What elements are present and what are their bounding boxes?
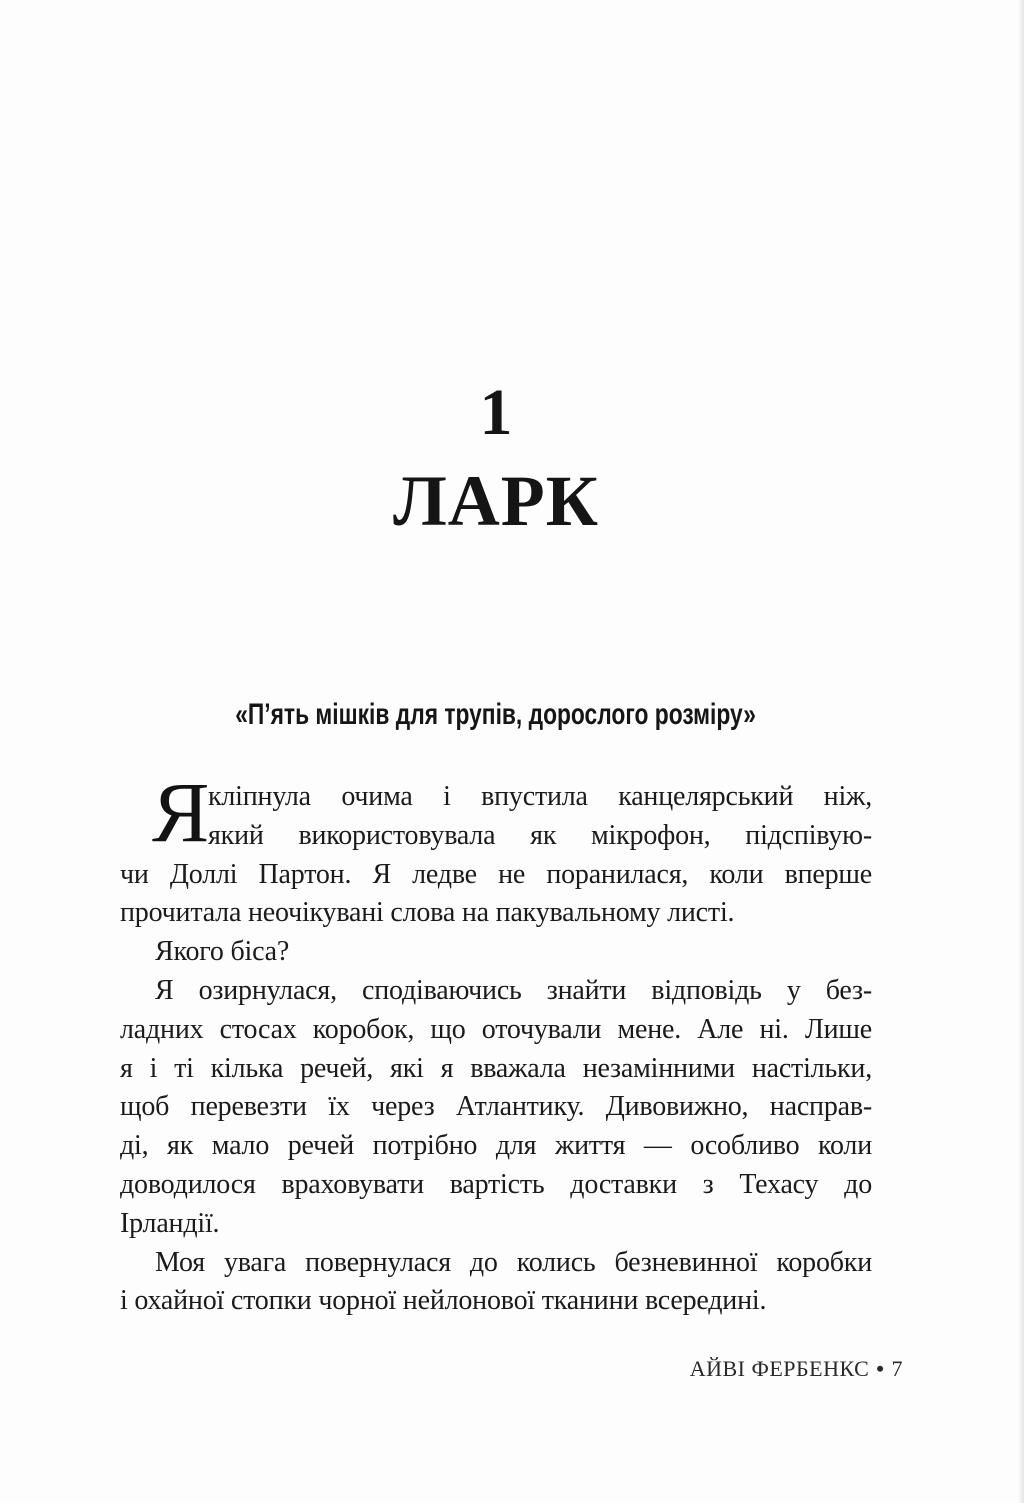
chapter-number: 1 <box>479 376 513 449</box>
page-edge-shadow <box>1018 0 1024 1503</box>
page-number: 7 <box>891 1356 903 1381</box>
running-title: АЙВІ ФЕРБЕНКС <box>689 1356 870 1381</box>
body-line: Якого біса? <box>155 936 290 968</box>
body-line: щоб перевезти їх через Атлантику. Дивовижно, насправ- <box>120 1091 872 1123</box>
chapter-title: ЛАРК <box>393 461 599 541</box>
page-footer <box>690 1356 903 1382</box>
body-line: ладних стосах коробок, що оточували мене. Але ні. Лише <box>120 1013 872 1045</box>
body-text <box>120 764 872 1321</box>
chapter-epigraph <box>120 698 872 731</box>
body-line: прочитала неочікувані слова на пакувальному листі. <box>120 897 735 929</box>
body-line: який використовувала як мікрофон, підспівую- <box>208 819 872 851</box>
body-line: Моя увага повернулася до колись безневинної коробки <box>155 1246 872 1278</box>
chapter-epigraph-text: «П’ять мішків для трупів, дорослого розміру» <box>235 698 757 731</box>
footer-bullet: • <box>876 1356 885 1381</box>
body-line: ді, як мало речей потрібно для життя — особливо коли <box>120 1130 872 1162</box>
drop-cap: Я <box>152 764 210 860</box>
body-line: і охайної стопки чорної нейлонової тканини всередині. <box>120 1285 767 1317</box>
body-line: Ірландії. <box>120 1207 220 1239</box>
body-line: я і ті кілька речей, які я вважала незамінними настільки, <box>120 1052 872 1084</box>
body-line: Я озирнулася, сподіваючись знайти відповідь у без- <box>155 974 872 1006</box>
body-line: кліпнула очима і впустила канцелярський ніж, <box>208 781 872 812</box>
body-line: чи Доллі Партон. Я ледве не поранилася, коли вперше <box>120 858 872 890</box>
body-line: доводилося враховувати вартість доставки з Техасу до <box>120 1168 872 1200</box>
